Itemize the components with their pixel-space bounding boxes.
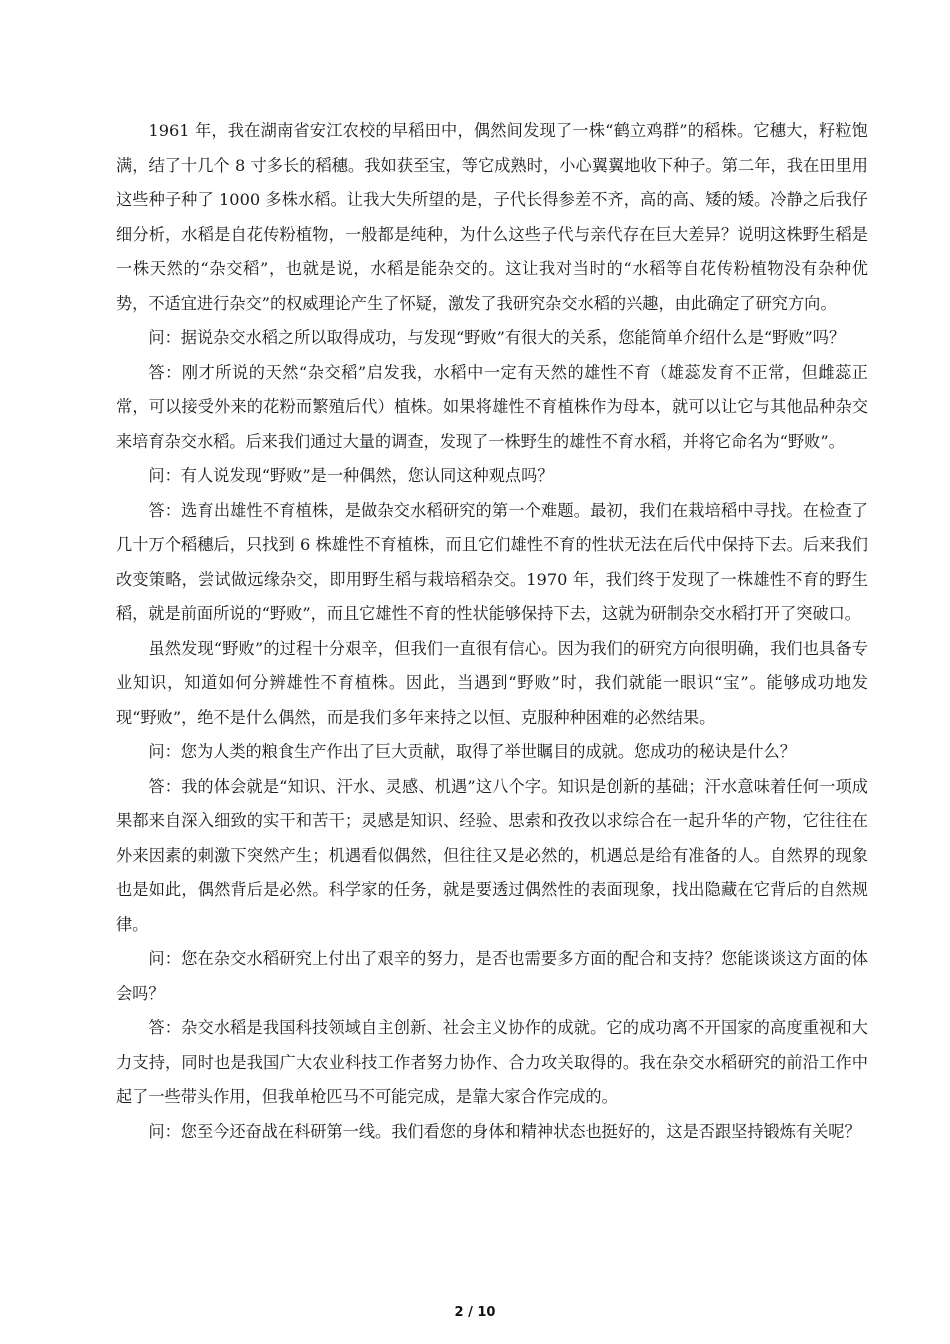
paragraph-discovery: 1961 年，我在湖南省安江农校的早稻田中，偶然间发现了一株“鹤立鸡群”的稻株。它穗大，籽粒饱满，结了十几个 8 寸多长的稻穗。我如获至宝，等它成熟时，小心翼翼地收下种子。第二年，我在田里用这些种子种了 1000 多株水稻。让我大失所望的是，子代长得参差不齐，高的高、矮的矮。冷静之后我仔细分析，水稻是自花传粉植物，一般都是纯种，为什么这些子代与亲代存在巨大差异？说明这株野生稻是一株天然的“杂交稻”，也就是说，水稻是能杂交的。这让我对当时的“水稻等自花传粉植物没有杂种优势，不适宜进行杂交”的权威理论产生了怀疑，激发了我研究杂交水稻的兴趣，由此确定了研究方向。 (116, 121, 868, 313)
answer-chance: 答：选育出雄性不育植株，是做杂交水稻研究的第一个难题。最初，我们在栽培稻中寻找。在检查了几十万个稻穗后，只找到 6 株雄性不育植株，而且它们雄性不育的性状无法在后代中保持下去。后来我们改变策略，尝试做远缘杂交，即用野生稻与栽培稻杂交。1970 年，我们终于发现了一株雄性不育的野生稻，就是前面所说的“野败”，而且它雄性不育的性状能够保持下去，这就为研制杂交水稻打开了突破口。 (116, 500, 868, 623)
article-body (116, 114, 868, 1149)
question-secret: 问：您为人类的粮食生产作出了巨大贡献，取得了举世瞩目的成就。您成功的秘诀是什么？ (148, 742, 796, 761)
page-number: 2 / 10 (454, 1305, 496, 1320)
answer-support: 答：杂交水稻是我国科技领域自主创新、社会主义协作的成就。它的成功离不开国家的高度重视和大力支持，同时也是我国广大农业科技工作者努力协作、合力攻关取得的。我在杂交水稻研究的前沿工作中起了一些带头作用，但我单枪匹马不可能完成，是靠大家合作完成的。 (116, 1018, 868, 1106)
question-yebai: 问：据说杂交水稻之所以取得成功，与发现“野败”有很大的关系，您能简单介绍什么是“野败”吗？ (148, 328, 846, 347)
answer-secret: 答：我的体会就是“知识、汗水、灵感、机遇”这八个字。知识是创新的基础；汗水意味着任何一项成果都来自深入细致的实干和苦干；灵感是知识、经验、思索和孜孜以求综合在一起升华的产物，它往往在外来因素的刺激下突然产生；机遇看似偶然，但往往又是必然的，机遇总是给有准备的人。自然界的现象也是如此，偶然背后是必然。科学家的任务，就是要透过偶然性的表面现象，找出隐藏在它背后的自然规律。 (116, 776, 868, 934)
question-chance: 问：有人说发现“野败”是一种偶然，您认同这种观点吗？ (148, 466, 554, 485)
paragraph-confidence: 虽然发现“野败”的过程十分艰辛，但我们一直很有信心。因为我们的研究方向很明确，我们也具备专业知识，知道如何分辨雄性不育植株。因此，当遇到“野败”时，我们就能一眼识“宝”。能够成功地发现“野败”，绝不是什么偶然，而是我们多年来持之以恒、克服种种困难的必然结果。 (116, 638, 868, 727)
question-support: 问：您在杂交水稻研究上付出了艰辛的努力，是否也需要多方面的配合和支持？您能谈谈这方面的体会吗？ (116, 949, 868, 1003)
answer-yebai: 答：刚才所说的天然“杂交稻”启发我，水稻中一定有天然的雄性不育（雄蕊发育不正常，但雌蕊正常，可以接受外来的花粉而繁殖后代）植株。如果将雄性不育植株作为母本，就可以让它与其他品种杂交来培育杂交水稻。后来我们通过大量的调查，发现了一株野生的雄性不育水稻，并将它命名为“野败”。 (116, 362, 868, 451)
question-exercise: 问：您至今还奋战在科研第一线。我们看您的身体和精神状态也挺好的，这是否跟坚持锻炼有关呢？ (148, 1121, 861, 1141)
